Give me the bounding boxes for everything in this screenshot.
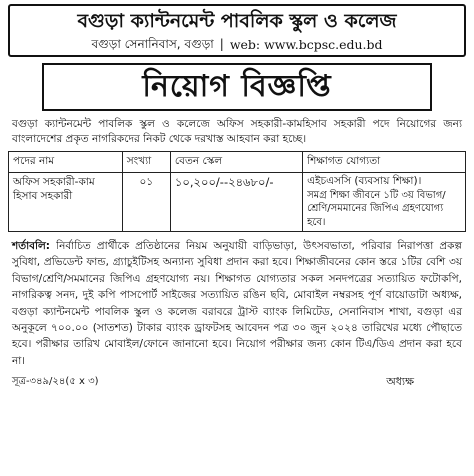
school-name: বগুড়া ক্যান্টনমেন্ট পাবলিক স্কুল ও কলেজ xyxy=(77,10,397,32)
header-pay-scale: বেতন স্কেল xyxy=(170,152,302,173)
address-line xyxy=(16,36,458,53)
header-post-name: পদের নাম xyxy=(9,152,123,173)
post-name: অফিস সহকারী-কাম হিসাব সহকারী xyxy=(9,173,123,232)
table-header-row xyxy=(9,152,466,173)
school-header-banner xyxy=(8,4,466,57)
qualification-degree: এইচএসসি (ব্যবসায় শিক্ষা)। xyxy=(307,175,422,187)
terms-text: নির্বাচিত প্রার্থীকে প্রতিষ্ঠানের নিয়ম অনুযায়ী বাড়িভাড়া, উৎসবভাতা, পরিবার নিরাপত্তা প্রকল্প সুবিধা, প্রভিডেন্ট ফান্ড, গ্র্যাচুইটিসহ অন্যান্য সুবিধা প্রদান করা হবে। শিক্ষাজীবনের কোন স্তরে ১টির বেশি ৩য় বিভাগ/শ্রেণি/সমমানের জিপিএ গ্রহণযোগ্য নয়। শিক্ষাগত যোগ্যতার সকল সনদপত্রের সত্যায়িত ফটোকপি, নাগরিকত্ব সনদ, দুই কপি পাসপোর্ট সাইজের সত্যায়িত রঙিন ছবি, মোবাইল নম্বরসহ পূর্ণ বায়োডাটা অধ্যক্ষ, বগুড়া ক্যান্টনমেন্ট পাবলিক স্কুল ও কলেজ বরাবরে ট্রাস্ট ব্যাংক লিমিটেড, সেনানিবাস শাখা, বগুড়া এর অনুকূলে ৭০০.০০ (সাতশত) টাকার ব্যাংক ড্রাফটসহ আবেদন পত্র ৩০ জুন ২০২৪ তারিখের মধ্যে পৌছাতে হবে। পরীক্ষার তারিখ মোবাইল/ফোনে জানানো হবে। নিয়োগ পরীক্ষার জন্য কোন টিএ/ডিএ প্রদান করা হবে না। xyxy=(12,240,463,367)
job-notice xyxy=(8,4,466,389)
post-count: ০১ xyxy=(122,173,170,232)
school-address: বগুড়া সেনানিবাস, বগুড়া xyxy=(91,37,214,51)
table-row xyxy=(9,173,466,232)
vacancy-table xyxy=(8,151,466,232)
school-website: web: www.bcpsc.edu.bd xyxy=(229,37,383,52)
address-separator: | xyxy=(219,37,224,51)
qualification-cell xyxy=(303,173,466,232)
qualification-condition: সমগ্র শিক্ষা জীবনে ১টি ৩য় বিভাগ/শ্রেণি/সমমানের জিপিএ গ্রহণযোগ্য হবে। xyxy=(307,189,446,228)
notice-title-box xyxy=(42,63,432,111)
header-qualification: শিক্ষাগত যোগ্যতা xyxy=(303,152,466,173)
notice-title: নিয়োগ বিজ্ঞপ্তি xyxy=(142,69,332,104)
pay-scale: ১০,২০০/--২৪৬৮০/- xyxy=(170,173,302,232)
reference-number: সূত্র-৩৪৯/২৪(৫ x ৩) xyxy=(12,376,99,388)
principal-signature: অধ্যক্ষ xyxy=(386,375,414,389)
notice-footer xyxy=(8,375,466,389)
header-count: সংখ্যা xyxy=(122,152,170,173)
terms-paragraph xyxy=(8,238,466,369)
terms-label: শর্তাবলি: xyxy=(12,240,51,252)
intro-paragraph: বগুড়া ক্যান্টনমেন্ট পাবলিক স্কুল ও কলেজে অফিস সহকারী-কামহিসাব সহকারী পদে নিয়োগের জন্য বাংলাদেশের প্রকৃত নাগরিকদের নিকট থেকে দরখাস্ত আহবান করা হচ্ছে। xyxy=(12,118,462,145)
